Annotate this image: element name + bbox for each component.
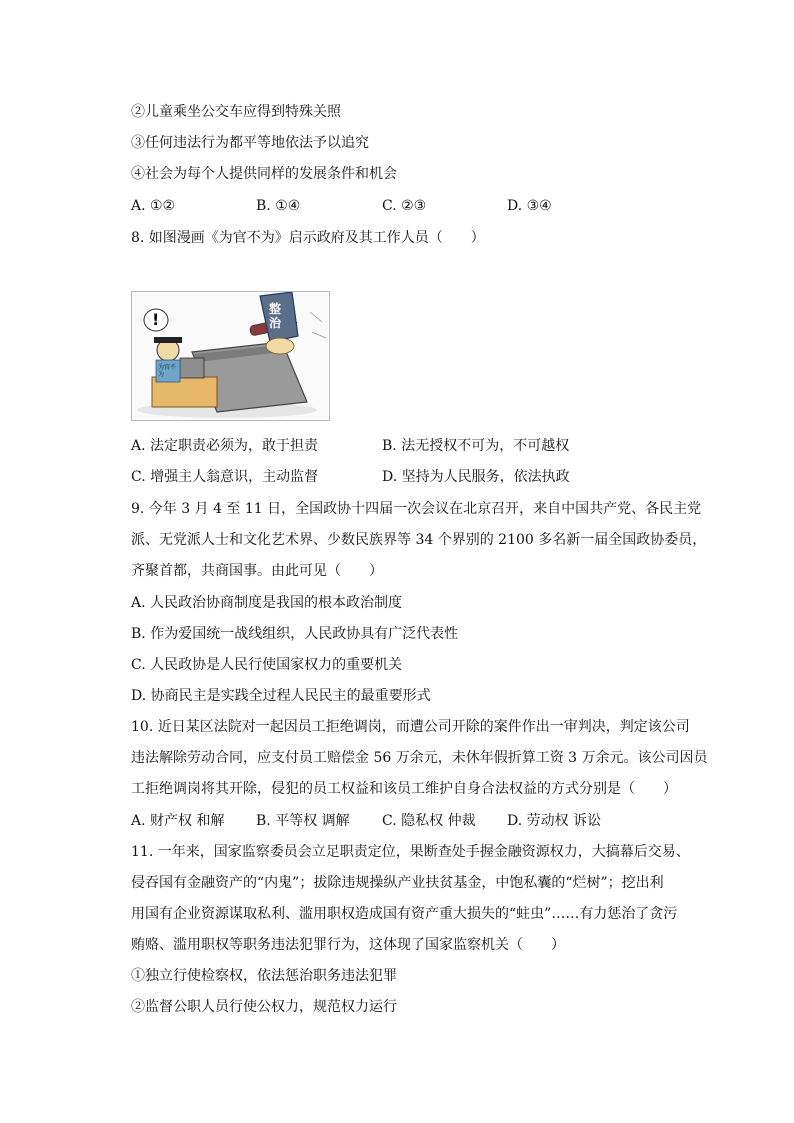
q7-item-4: ④社会为每个人提供同样的发展条件和机会 — [131, 166, 397, 182]
q7-option-a: A. ①② — [131, 198, 176, 214]
q9-option-a: A. 人民政治协商制度是我国的根本政治制度 — [131, 595, 403, 611]
q9-stem-line-2: 派、无党派人士和文化艺术界、少数民族界等 34 个界别的 2100 多名新一届全国政协委员， — [131, 532, 707, 548]
q9-stem-line-3: 齐聚首都，共商国事。由此可见（ ） — [131, 563, 383, 579]
q7-item-3: ③任何违法行为都平等地依法予以追究 — [131, 135, 369, 151]
cartoon-speech-text: ! — [152, 310, 160, 329]
q7-option-b: B. ①④ — [256, 198, 301, 214]
q10-stem-line-2: 违法解除劳动合同，应支付员工赔偿金 56 万余元，未休年假折算工资 3 万余元。该公司因员 — [131, 750, 708, 766]
q11-stem-line-3: 用国有企业资源谋取私利、滥用职权造成国有资产重大损失的“蛀虫”……有力惩治了贪污 — [131, 906, 678, 922]
q10-option-c: C. 隐私权 仲裁 — [382, 813, 476, 829]
q9-option-d: D. 协商民主是实践全过程人民民主的最重要形式 — [131, 688, 431, 704]
cartoon-label-text: 为官不为 — [158, 364, 177, 378]
q10-option-b: B. 平等权 调解 — [256, 813, 350, 829]
q9-option-b: B. 作为爱国统一战线组织，人民政协具有广泛代表性 — [131, 626, 459, 642]
q10-stem-line-1: 10. 近日某区法院对一起因员工拒绝调岗，而遭公司开除的案件作出一审判决，判定该公司 — [131, 719, 690, 735]
q8-option-a: A. 法定职责必须为，敢于担责 — [131, 438, 319, 454]
q7-option-d: D. ③④ — [507, 198, 552, 214]
q10-option-d: D. 劳动权 诉讼 — [507, 813, 602, 829]
q9-stem-line-1: 9. 今年 3 月 4 至 11 日，全国政协十四届一次会议在北京召开，来自中国共产党、各民主党 — [131, 501, 702, 517]
q7-option-c: C. ②③ — [382, 198, 427, 214]
q11-item-1: ①独立行使检察权，依法惩治职务违法犯罪 — [131, 968, 397, 984]
cartoon-drawing — [132, 292, 329, 420]
q8-option-b: B. 法无授权不可为，不可越权 — [382, 438, 570, 454]
q11-stem-line-2: 侵吞国有金融资产的“内鬼”；拔除违规操纵产业扶贫基金，中饱私囊的“烂树”；挖出利 — [131, 875, 664, 891]
q8-option-c: C. 增强主人翁意识，主动监督 — [131, 469, 319, 485]
q9-option-c: C. 人民政协是人民行使国家权力的重要机关 — [131, 657, 403, 673]
q11-stem-line-4: 贿赂、滥用职权等职务违法犯罪行为，这体现了国家监察机关（ ） — [131, 937, 565, 953]
q10-stem-line-3: 工拒绝调岗将其开除，侵犯的员工权益和该员工维护自身合法权益的方式分别是（ ） — [131, 781, 677, 797]
q8-option-d: D. 坚持为人民服务，依法执政 — [382, 469, 570, 485]
q11-item-2: ②监督公职人员行使公权力，规范权力运行 — [131, 999, 397, 1015]
q8-stem: 8. 如图漫画《为官不为》启示政府及其工作人员（ ） — [131, 230, 485, 246]
q10-option-a: A. 财产权 和解 — [131, 813, 225, 829]
cartoon-sign-text: 整治 — [269, 302, 282, 330]
q8-cartoon-image — [131, 291, 330, 421]
q11-stem-line-1: 11. 一年来，国家监察委员会立足职责定位，果断查处手握金融资源权力，大搞幕后交易、 — [131, 844, 690, 860]
q7-item-2: ②儿童乘坐公交车应得到特殊关照 — [131, 104, 341, 120]
